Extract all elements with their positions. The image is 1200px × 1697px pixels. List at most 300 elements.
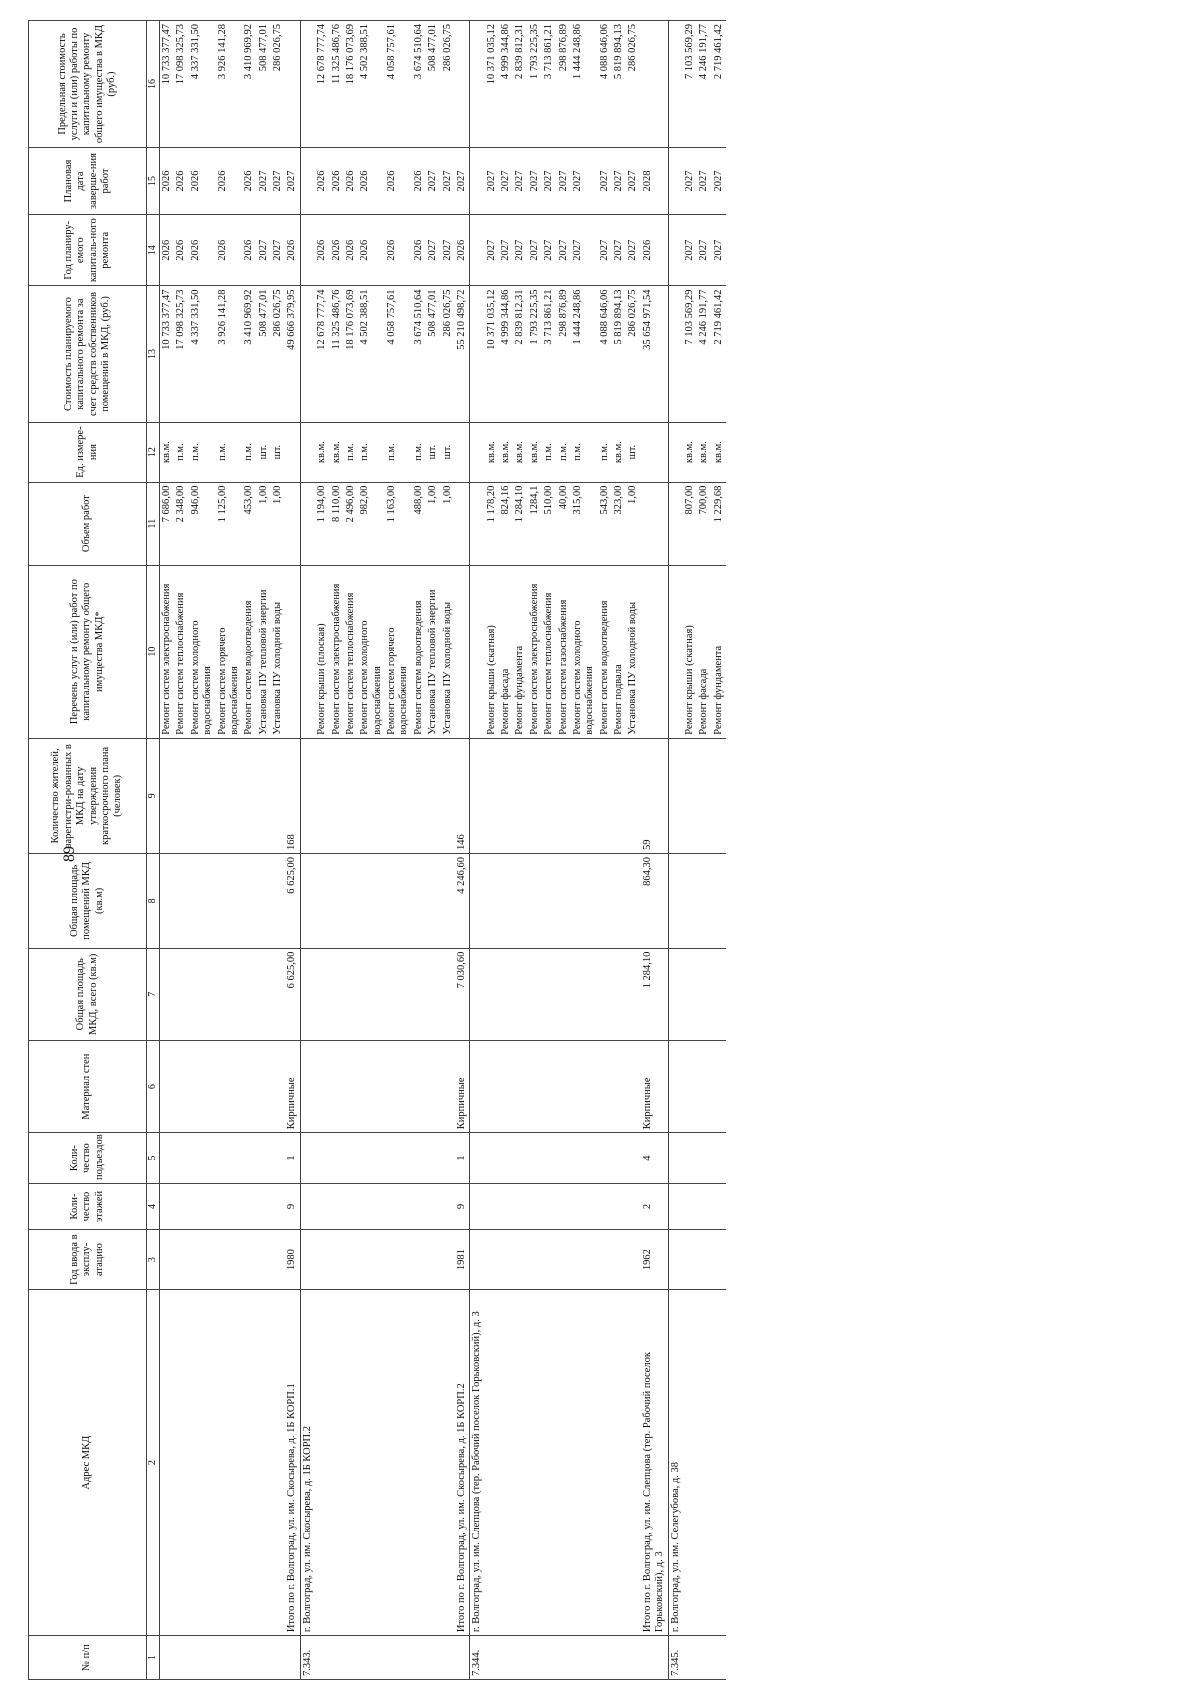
cost-cell: 1 793 225,35 <box>528 286 542 422</box>
empty-cell <box>626 1133 640 1184</box>
empty-cell <box>358 1133 385 1184</box>
cost-cell: 17 098 325,73 <box>174 286 188 422</box>
empty-cell <box>330 1636 344 1680</box>
year-cell: 2027 <box>499 214 513 286</box>
unit-cell: п.м. <box>189 422 216 482</box>
end-date-cell: 2026 <box>385 148 412 215</box>
empty-cell <box>358 854 385 949</box>
empty-cell <box>160 1133 175 1184</box>
work-name-cell: Ремонт систем холодного водоснабжения <box>189 565 216 738</box>
empty-cell <box>712 854 726 949</box>
residents-cell: 59 <box>641 738 668 853</box>
empty-cell <box>598 1040 612 1132</box>
empty-cell <box>300 482 315 565</box>
empty-cell <box>271 948 285 1040</box>
empty-cell <box>160 1290 175 1636</box>
volume-cell: 824,16 <box>499 482 513 565</box>
empty-cell <box>271 1133 285 1184</box>
empty-cell <box>557 1133 571 1184</box>
empty-cell <box>712 1230 726 1290</box>
work-name-cell: Ремонт систем холодного водоснабжения <box>571 565 598 738</box>
column-number: 15 <box>147 148 160 215</box>
empty-cell <box>385 1290 412 1636</box>
end-date-cell: 2026 <box>358 148 385 215</box>
empty-cell <box>344 1636 358 1680</box>
limit-cost-cell: 5 819 894,13 <box>612 21 626 148</box>
empty-cell <box>598 1290 612 1636</box>
empty-cell <box>668 1183 683 1229</box>
empty-cell <box>330 948 344 1040</box>
work-name-cell: Ремонт систем горячего водоснабжения <box>216 565 243 738</box>
unit-cell: п.м. <box>412 422 426 482</box>
table-row <box>358 21 385 1680</box>
empty-cell <box>641 21 668 148</box>
empty-cell <box>242 1636 256 1680</box>
empty-cell <box>189 1290 216 1636</box>
empty-cell <box>174 738 188 853</box>
table-row <box>626 21 640 1680</box>
empty-cell <box>528 1133 542 1184</box>
empty-cell <box>426 1040 440 1132</box>
empty-cell <box>668 214 683 286</box>
empty-cell <box>358 1230 385 1290</box>
cost-cell: 12 678 777,74 <box>315 286 329 422</box>
empty-cell <box>285 21 300 148</box>
empty-cell <box>189 1183 216 1229</box>
empty-cell <box>612 738 626 853</box>
empty-cell <box>499 1636 513 1680</box>
empty-cell <box>285 565 300 738</box>
year-cell: 2027 <box>271 214 285 286</box>
table-row <box>712 21 726 1680</box>
year-cell: 2027 <box>571 214 598 286</box>
empty-cell <box>426 1230 440 1290</box>
empty-cell <box>271 1040 285 1132</box>
cost-cell: 2 839 812,31 <box>513 286 527 422</box>
empty-cell <box>470 1040 485 1132</box>
year-cell: 2027 <box>683 214 697 286</box>
column-number: 16 <box>147 21 160 148</box>
empty-cell <box>242 854 256 949</box>
empty-cell <box>697 1230 711 1290</box>
empty-cell <box>470 565 485 738</box>
unit-cell: шт. <box>441 422 455 482</box>
empty-cell <box>598 738 612 853</box>
empty-cell <box>470 286 485 422</box>
empty-cell <box>412 738 426 853</box>
entrances-cell: 4 <box>641 1133 668 1184</box>
empty-cell <box>499 1290 513 1636</box>
end-date-cell: 2027 <box>626 148 640 215</box>
header-cell: Адрес МКД <box>29 1290 147 1636</box>
empty-cell <box>330 738 344 853</box>
empty-cell <box>300 422 315 482</box>
table-row <box>271 21 285 1680</box>
limit-cost-cell: 11 325 486,76 <box>330 21 344 148</box>
empty-cell <box>668 21 683 148</box>
empty-cell <box>612 1636 626 1680</box>
end-date-cell: 2027 <box>455 148 470 215</box>
empty-cell <box>257 738 271 853</box>
table-row <box>189 21 216 1680</box>
empty-cell <box>470 1230 485 1290</box>
empty-cell <box>189 854 216 949</box>
empty-cell <box>426 1183 440 1229</box>
header-cell: Коли-чество этажей <box>29 1183 147 1229</box>
empty-cell <box>697 1636 711 1680</box>
residents-cell: 146 <box>455 738 470 853</box>
work-name-cell: Установка ПУ тепловой энергии <box>257 565 271 738</box>
limit-cost-cell: 3 410 969,92 <box>242 21 256 148</box>
unit-cell: шт. <box>426 422 440 482</box>
empty-cell <box>315 854 329 949</box>
empty-cell <box>712 1290 726 1636</box>
header-cell: Перечень услуг и (или) работ по капитальному ремонту общего имущества МКД* <box>29 565 147 738</box>
cost-cell: 4 337 331,50 <box>189 286 216 422</box>
work-name-cell: Установка ПУ холодной воды <box>271 565 285 738</box>
table-row <box>344 21 358 1680</box>
empty-cell <box>598 1636 612 1680</box>
empty-cell <box>470 854 485 949</box>
empty-cell <box>358 1040 385 1132</box>
table-row <box>330 21 344 1680</box>
cost-cell: 10 733 377,47 <box>160 286 175 422</box>
work-name-cell: Установка ПУ холодной воды <box>441 565 455 738</box>
empty-cell <box>330 1040 344 1132</box>
column-number: 7 <box>147 948 160 1040</box>
year-cell: 2027 <box>542 214 556 286</box>
empty-cell <box>668 1133 683 1184</box>
address-cell: г. Волгоград, ул. им. Слепцова (тер. Рабочий поселок Горьковский), д. 3 <box>470 1290 485 1636</box>
empty-cell <box>242 1183 256 1229</box>
limit-cost-cell: 18 176 073,69 <box>344 21 358 148</box>
volume-cell: 2 348,00 <box>174 482 188 565</box>
empty-cell <box>257 854 271 949</box>
limit-cost-cell: 508 477,01 <box>426 21 440 148</box>
empty-cell <box>385 1133 412 1184</box>
table-row <box>441 21 455 1680</box>
table-row <box>412 21 426 1680</box>
table-row <box>426 21 440 1680</box>
empty-cell <box>470 148 485 215</box>
empty-cell <box>668 738 683 853</box>
empty-cell <box>441 738 455 853</box>
header-cell: Предельная стоимость услуги и (или) работы по капитальному ремонту общего имущества в МКД (руб.) <box>29 21 147 148</box>
empty-cell <box>571 1040 598 1132</box>
empty-cell <box>528 738 542 853</box>
empty-cell <box>712 738 726 853</box>
cost-cell: 4 502 388,51 <box>358 286 385 422</box>
limit-cost-cell: 4 246 191,77 <box>697 21 711 148</box>
empty-cell <box>571 1290 598 1636</box>
limit-cost-cell: 4 337 331,50 <box>189 21 216 148</box>
empty-cell <box>412 1636 426 1680</box>
year-cell: 2027 <box>426 214 440 286</box>
empty-cell <box>668 948 683 1040</box>
volume-cell: 1 229,68 <box>712 482 726 565</box>
year-built-cell: 1981 <box>455 1230 470 1290</box>
empty-cell <box>300 565 315 738</box>
empty-cell <box>385 1230 412 1290</box>
work-name-cell: Ремонт систем электроснабжения <box>330 565 344 738</box>
empty-cell <box>542 1230 556 1290</box>
empty-cell <box>557 1636 571 1680</box>
empty-cell <box>315 1133 329 1184</box>
empty-cell <box>455 1636 470 1680</box>
empty-cell <box>470 21 485 148</box>
empty-cell <box>683 948 697 1040</box>
empty-cell <box>641 482 668 565</box>
item-number-cell: 7.343. <box>300 1636 315 1680</box>
empty-cell <box>513 854 527 949</box>
empty-cell <box>174 1230 188 1290</box>
work-name-cell: Ремонт систем теплоснабжения <box>344 565 358 738</box>
volume-cell: 40,00 <box>557 482 571 565</box>
end-date-cell: 2027 <box>513 148 527 215</box>
floors-cell: 9 <box>285 1183 300 1229</box>
volume-cell: 8 110,00 <box>330 482 344 565</box>
year-cell: 2026 <box>455 214 470 286</box>
empty-cell <box>513 1636 527 1680</box>
empty-cell <box>542 1183 556 1229</box>
empty-cell <box>330 1290 344 1636</box>
empty-cell <box>216 1183 243 1229</box>
empty-cell <box>683 854 697 949</box>
limit-cost-cell: 4 088 646,06 <box>598 21 612 148</box>
empty-cell <box>513 948 527 1040</box>
end-date-cell: 2026 <box>242 148 256 215</box>
empty-cell <box>697 1183 711 1229</box>
empty-cell <box>612 1133 626 1184</box>
column-number: 5 <box>147 1133 160 1184</box>
table-row <box>557 21 571 1680</box>
header-cell: Год ввода в эксплу-атацию <box>29 1230 147 1290</box>
limit-cost-cell: 4 999 344,86 <box>499 21 513 148</box>
work-name-cell: Ремонт крыши (скатная) <box>485 565 499 738</box>
limit-cost-cell: 3 713 861,21 <box>542 21 556 148</box>
end-date-cell: 2026 <box>344 148 358 215</box>
end-date-cell: 2027 <box>697 148 711 215</box>
empty-cell <box>470 1183 485 1229</box>
table-body <box>160 21 727 1680</box>
unit-cell: п.м. <box>385 422 412 482</box>
empty-cell <box>257 1133 271 1184</box>
table-row <box>528 21 542 1680</box>
empty-cell <box>441 1040 455 1132</box>
page-number: 89 <box>61 846 78 862</box>
year-built-cell: 1962 <box>641 1230 668 1290</box>
wall-material-cell: Кирпичные <box>641 1040 668 1132</box>
year-cell: 2026 <box>330 214 344 286</box>
work-name-cell: Ремонт систем водоотведения <box>242 565 256 738</box>
work-name-cell: Ремонт систем холодного водоснабжения <box>358 565 385 738</box>
work-name-cell: Установка ПУ холодной воды <box>626 565 640 738</box>
unit-cell: п.м. <box>344 422 358 482</box>
empty-cell <box>683 1230 697 1290</box>
wall-material-cell: Кирпичные <box>455 1040 470 1132</box>
work-name-cell: Ремонт подвала <box>612 565 626 738</box>
empty-cell <box>683 1290 697 1636</box>
header-cell: Общая площадь МКД, всего (кв.м) <box>29 948 147 1040</box>
total-row <box>641 21 668 1680</box>
empty-cell <box>528 1290 542 1636</box>
header-cell: № п/п <box>29 1636 147 1680</box>
volume-cell: 982,00 <box>358 482 385 565</box>
limit-cost-cell: 286 026,75 <box>271 21 285 148</box>
empty-cell <box>344 948 358 1040</box>
total-cost-cell: 55 210 498,72 <box>455 286 470 422</box>
header-cell: Стоимость планируемого капитального ремонта за счет средств собственников помещений в МКД, (руб.) <box>29 286 147 422</box>
volume-cell: 488,00 <box>412 482 426 565</box>
empty-cell <box>160 738 175 853</box>
table-row <box>513 21 527 1680</box>
empty-cell <box>528 1183 542 1229</box>
table-row <box>598 21 612 1680</box>
header-cell: Количество жителей, зарегистри-рованных в МКД на дату утверждения краткосрочного плана (человек) <box>29 738 147 853</box>
empty-cell <box>485 1636 499 1680</box>
empty-cell <box>426 854 440 949</box>
empty-cell <box>300 854 315 949</box>
year-cell: 2026 <box>189 214 216 286</box>
empty-cell <box>216 1133 243 1184</box>
limit-cost-cell: 10 733 377,47 <box>160 21 175 148</box>
empty-cell <box>598 854 612 949</box>
empty-cell <box>315 948 329 1040</box>
empty-cell <box>441 1230 455 1290</box>
empty-cell <box>470 1133 485 1184</box>
empty-cell <box>315 1040 329 1132</box>
header-cell: Объем работ <box>29 482 147 565</box>
year-cell: 2026 <box>412 214 426 286</box>
empty-cell <box>344 1040 358 1132</box>
area-total-cell: 1 284,10 <box>641 948 668 1040</box>
cost-cell: 7 103 569,29 <box>683 286 697 422</box>
header-row <box>29 21 147 1680</box>
empty-cell <box>174 1290 188 1636</box>
empty-cell <box>626 738 640 853</box>
volume-cell: 323,00 <box>612 482 626 565</box>
cost-cell: 508 477,01 <box>426 286 440 422</box>
column-number: 8 <box>147 854 160 949</box>
table-row <box>160 21 175 1680</box>
empty-cell <box>612 1040 626 1132</box>
empty-cell <box>612 854 626 949</box>
empty-cell <box>485 1040 499 1132</box>
empty-cell <box>485 1290 499 1636</box>
empty-cell <box>683 1040 697 1132</box>
empty-cell <box>441 1133 455 1184</box>
volume-cell: 1,00 <box>271 482 285 565</box>
limit-cost-cell: 4 058 757,61 <box>385 21 412 148</box>
empty-cell <box>513 738 527 853</box>
empty-cell <box>174 1183 188 1229</box>
limit-cost-cell: 3 926 141,28 <box>216 21 243 148</box>
empty-cell <box>344 1290 358 1636</box>
volume-cell: 1,00 <box>441 482 455 565</box>
empty-cell <box>470 422 485 482</box>
empty-cell <box>300 1040 315 1132</box>
column-number: 11 <box>147 482 160 565</box>
empty-cell <box>697 854 711 949</box>
volume-cell: 1 284,10 <box>513 482 527 565</box>
year-cell: 2027 <box>441 214 455 286</box>
empty-cell <box>271 1183 285 1229</box>
empty-cell <box>612 1183 626 1229</box>
empty-cell <box>697 1290 711 1636</box>
work-name-cell: Ремонт систем теплоснабжения <box>542 565 556 738</box>
empty-cell <box>712 948 726 1040</box>
column-number: 14 <box>147 214 160 286</box>
volume-cell: 315,00 <box>571 482 598 565</box>
unit-cell: кв.м. <box>499 422 513 482</box>
empty-cell <box>485 1183 499 1229</box>
cost-cell: 508 477,01 <box>257 286 271 422</box>
empty-cell <box>626 948 640 1040</box>
table-row <box>542 21 556 1680</box>
unit-cell: п.м. <box>598 422 612 482</box>
unit-cell: кв.м. <box>712 422 726 482</box>
cost-cell: 4 246 191,77 <box>697 286 711 422</box>
total-label-cell: Итого по г. Волгоград, ул. им. Скосырева, д. 1Б КОРП.1 <box>285 1290 300 1636</box>
empty-cell <box>358 948 385 1040</box>
end-date-cell: 2026 <box>174 148 188 215</box>
year-cell: 2026 <box>358 214 385 286</box>
empty-cell <box>257 948 271 1040</box>
empty-cell <box>330 1230 344 1290</box>
cost-cell: 10 371 035,12 <box>485 286 499 422</box>
empty-cell <box>315 1290 329 1636</box>
empty-cell <box>315 1183 329 1229</box>
volume-cell: 7 686,00 <box>160 482 175 565</box>
empty-cell <box>257 1183 271 1229</box>
empty-cell <box>300 1230 315 1290</box>
empty-cell <box>571 948 598 1040</box>
volume-cell: 1284,1 <box>528 482 542 565</box>
empty-cell <box>358 738 385 853</box>
empty-cell <box>271 1230 285 1290</box>
cost-cell: 1 444 248,86 <box>571 286 598 422</box>
limit-cost-cell: 508 477,01 <box>257 21 271 148</box>
empty-cell <box>571 1230 598 1290</box>
unit-cell: п.м. <box>174 422 188 482</box>
empty-cell <box>513 1290 527 1636</box>
unit-cell: шт. <box>271 422 285 482</box>
total-cost-cell: 49 666 379,95 <box>285 286 300 422</box>
cost-cell: 5 819 894,13 <box>612 286 626 422</box>
empty-cell <box>557 1040 571 1132</box>
volume-cell: 2 496,00 <box>344 482 358 565</box>
empty-cell <box>668 565 683 738</box>
empty-cell <box>271 854 285 949</box>
empty-cell <box>300 1133 315 1184</box>
unit-cell: кв.м. <box>528 422 542 482</box>
header-cell: Материал стен <box>29 1040 147 1132</box>
header-cell: Год планиру-емого капиталь-ного ремонта <box>29 214 147 286</box>
limit-cost-cell: 1 793 225,35 <box>528 21 542 148</box>
end-date-cell: 2027 <box>612 148 626 215</box>
empty-cell <box>189 738 216 853</box>
table-row <box>257 21 271 1680</box>
empty-cell <box>455 482 470 565</box>
total-label-cell: Итого по г. Волгоград, ул. им. Скосырева, д. 1Б КОРП.2 <box>455 1290 470 1636</box>
cost-cell: 4 999 344,86 <box>499 286 513 422</box>
cost-cell: 18 176 073,69 <box>344 286 358 422</box>
empty-cell <box>557 948 571 1040</box>
end-date-cell: 2027 <box>712 148 726 215</box>
year-cell: 2027 <box>528 214 542 286</box>
empty-cell <box>441 854 455 949</box>
empty-cell <box>300 286 315 422</box>
